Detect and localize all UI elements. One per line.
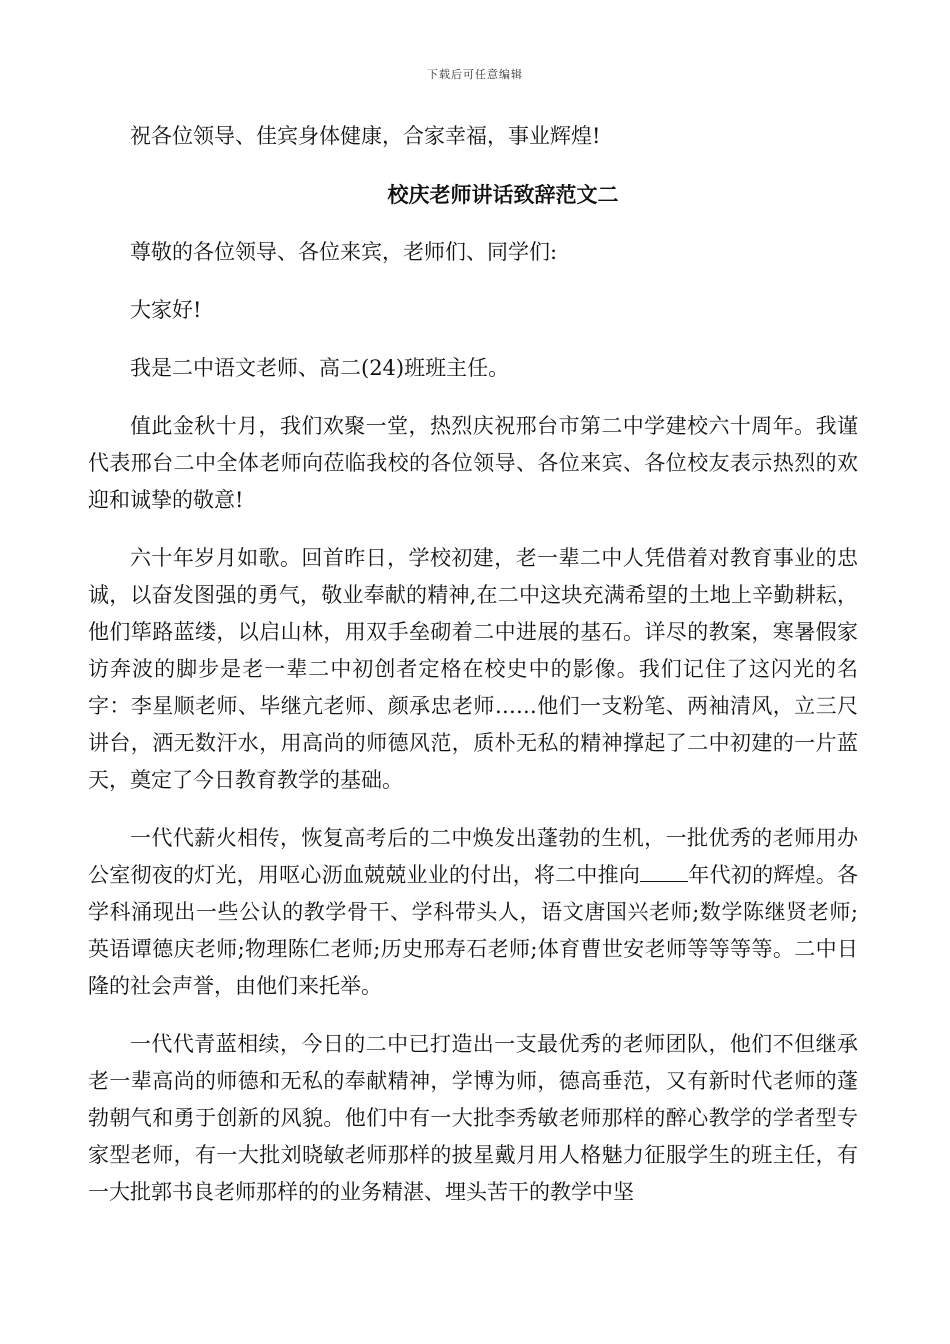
- paragraph-revival: [88, 820, 858, 1005]
- paragraph-present-team: 一代代青蓝相续，今日的二中已打造出一支最优秀的老师团队，他们不但继承老一辈高尚的师德和无私的奉献精神，学博为师，德高垂范，又有新时代老师的蓬勃朝气和勇于创新的风貌。他们中有一大批李秀敏老师那样的醉心教学的学者型专家型老师，有一大批刘晓敏老师那样的披星戴月用人格魅力征服学生的班主任，有一大批郭书良老师那样的的业务精湛、埋头苦干的教学中坚: [88, 1032, 858, 1204]
- paragraph-celebration: 值此金秋十月，我们欢聚一堂，热烈庆祝邢台市第二中学建校六十周年。我谨代表邢台二中全体老师向莅临我校的各位领导、各位来宾、各位校友表示热烈的欢迎和诚挚的敬意!: [88, 414, 858, 512]
- section-title: 校庆老师讲话致辞范文二: [387, 182, 619, 207]
- paragraph-salutation: 尊敬的各位领导、各位来宾，老师们、同学们:: [130, 240, 558, 264]
- page-header-note: 下载后可任意编辑: [427, 68, 523, 81]
- paragraph-self-intro: 我是二中语文老师、高二(24)班班主任。: [130, 356, 510, 380]
- paragraph-greeting: 大家好!: [130, 298, 202, 322]
- document-body: [88, 118, 858, 1211]
- fill-in-blank: [640, 861, 688, 882]
- paragraph-revival-part1: 一代代薪火相传，恢复高考后的二中焕发出蓬勃的生机，一批优秀的老师用办公室彻夜的灯光，用呕心沥血兢兢业业的付出，将二中推向: [88, 826, 858, 887]
- paragraph-closing-wish: 祝各位领导、佳宾身体健康，合家幸福，事业辉煌!: [130, 124, 601, 148]
- paragraph-revival-part2: 年代初的辉煌。各学科涌现出一些公认的教学骨干、学科带头人，语文唐国兴老师;数学陈继贤老师;英语谭德庆老师;物理陈仁老师;历史邢寿石老师;体育曹世安老师等等等等。二中日隆的社会声誉，由他们来托举。: [88, 863, 859, 998]
- paragraph-history: 六十年岁月如歌。回首昨日，学校初建，老一辈二中人凭借着对教育事业的忠诚，以奋发图强的勇气，敬业奉献的精神,在二中这块充满希望的土地上辛勤耕耘，他们筚路蓝缕，以启山林，用双手垒砌着二中进展的基石。详尽的教案，寒暑假家访奔波的脚步是老一辈二中初创者定格在校史中的影像。我们记住了这闪光的名字：李星顺老师、毕继亢老师、颜承忠老师……他们一支粉笔、两袖清风，立三尺讲台，洒无数汗水，用高尚的师德风范，质朴无私的精神撑起了二中初建的一片蓝天，奠定了今日教育教学的基础。: [88, 546, 858, 792]
